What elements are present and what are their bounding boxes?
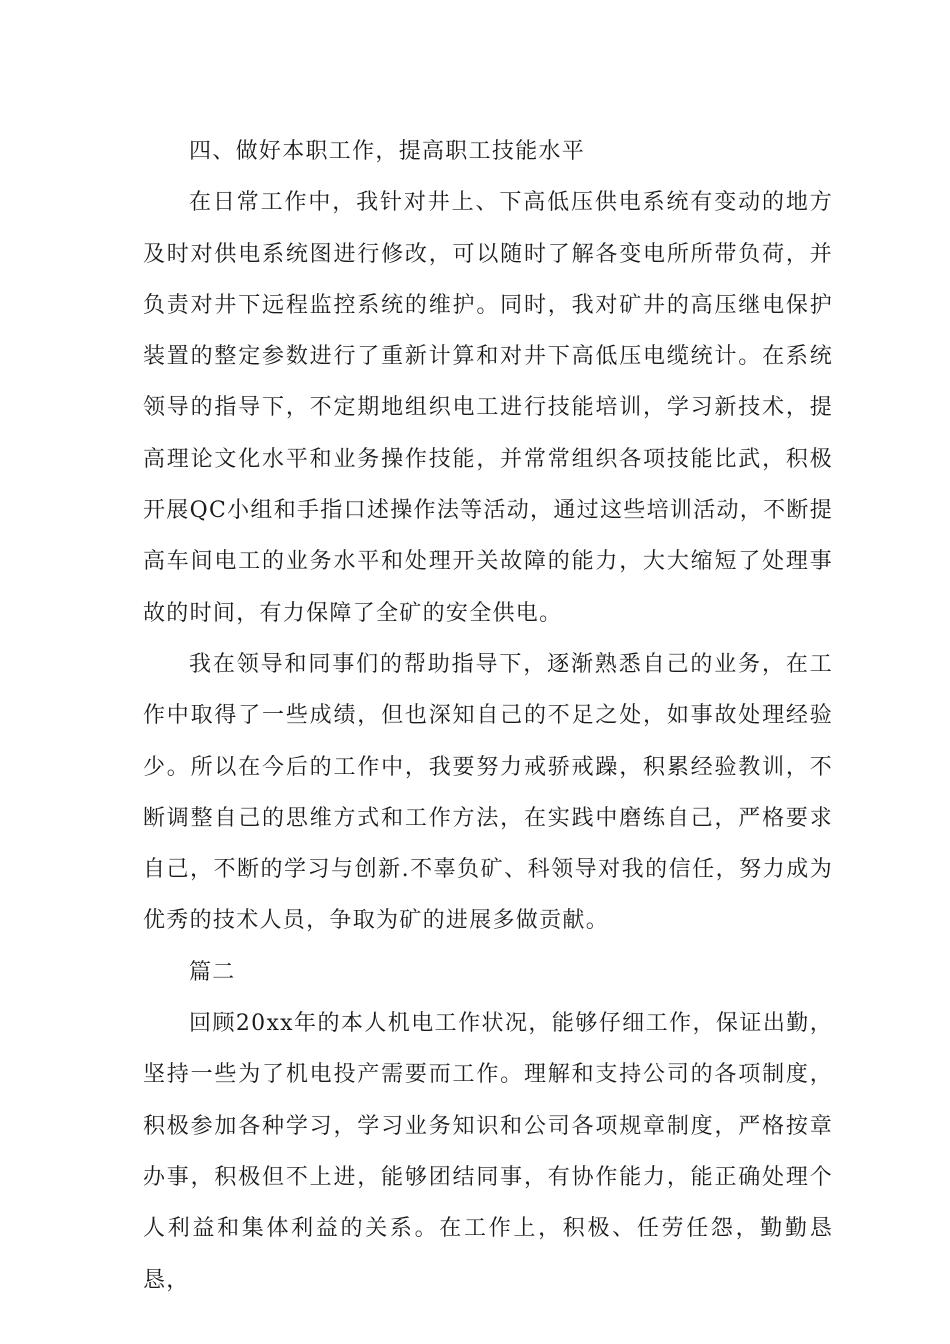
body-paragraph: 我在领导和同事们的帮助指导下，逐渐熟悉自己的业务，在工作中取得了一些成绩，但也深知自己的不足之处，如事故处理经验少。所以在今后的工作中，我要努力戒骄戒躁，积累经验教训，不断调整自己的思维方式和工作方法，在实践中磨练自己，严格要求自己，不断的学习与创新.不辜负矿、科领导对我的信任，努力成为优秀的技术人员，争取为矿的进展多做贡献。 (143, 651, 833, 934)
part-heading: 篇二 (189, 959, 236, 985)
section-heading: 四、做好本职工作，提高职工技能水平 (189, 139, 586, 164)
body-paragraph: 在日常工作中，我针对井上、下高低压供电系统有变动的地方及时对供电系统图进行修改，可以随时了解各变电所所带负荷，并负责对井下远程监控系统的维护。同时，我对矿井的高压继电保护装置的整定参数进行了重新计算和对井下高低压电缆统计。在系统领导的指导下，不定期地组织电工进行技能培训，学习新技术，提高理论文化水平和业务操作技能，并常常组织各项技能比武，积极开展QC小组和手指口述操作法等活动，通过这些培训活动，不断提高车间电工的业务水平和处理开关故障的能力，大大缩短了处理事故的时间，有力保障了全矿的安全供电。 (143, 190, 833, 626)
document-body (143, 126, 833, 1306)
body-paragraph: 回顾20xx年的本人机电工作状况，能够仔细工作，保证出勤，坚持一些为了机电投产需要而工作。理解和支持公司的各项制度，积极参加各种学习，学习业务知识和公司各项规章制度，严格按章办事，积极但不上进，能够团结同事，有协作能力，能正确处理个人利益和集体利益的关系。在工作上，积极、任劳任怨，勤勤恳恳， (143, 1011, 833, 1293)
